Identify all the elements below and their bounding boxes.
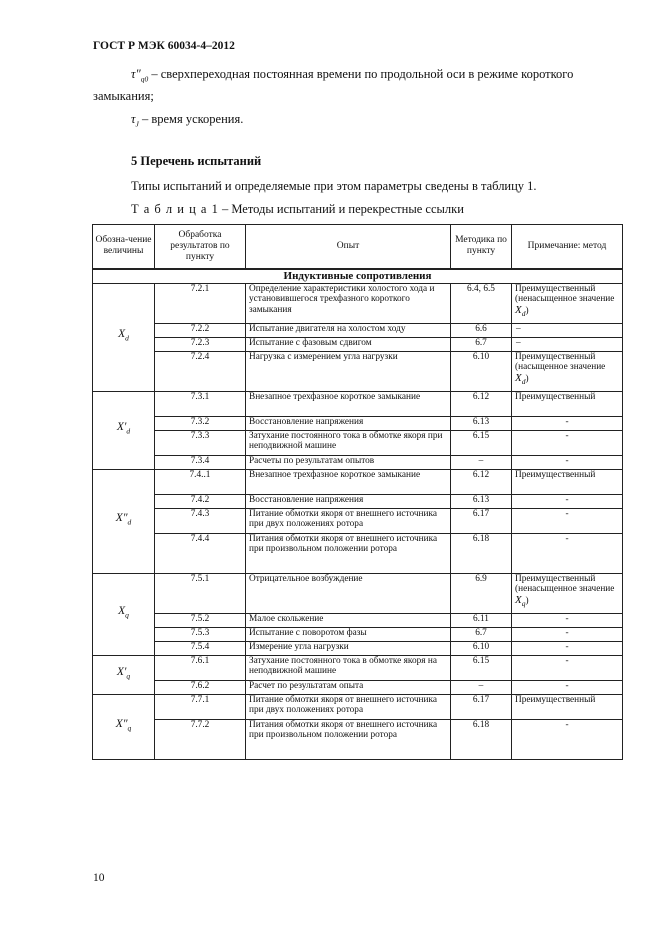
note-cell: – [512, 323, 623, 337]
definition-subscript: q0 [140, 74, 149, 84]
processing-cell: 7.3.3 [155, 430, 246, 455]
test-cell: Малое скольжение [246, 613, 451, 627]
definition-subscript: J [135, 119, 139, 129]
test-cell: Внезапное трехфазное короткое замыкание [246, 469, 451, 494]
processing-cell: 7.5.3 [155, 627, 246, 641]
note-cell: - [512, 508, 623, 533]
symbol-text: X′ [116, 421, 127, 434]
definition-symbol: τ [131, 112, 136, 126]
definition-continuation: замыкания; [93, 89, 154, 103]
method-cell: 6.6 [451, 323, 512, 337]
table-row [93, 694, 623, 719]
processing-cell: 7.2.3 [155, 337, 246, 351]
test-cell: Затухание постоянного тока в обмотке якоря на неподвижной машине [246, 655, 451, 680]
test-cell: Определение характеристики холостого хода и установившегося трехфазного короткого замыкания [246, 283, 451, 323]
symbol-subscript: q [125, 610, 129, 620]
processing-cell: 7.7.1 [155, 694, 246, 719]
method-cell: 6.15 [451, 655, 512, 680]
method-cell: 6.17 [451, 694, 512, 719]
definition-line [131, 111, 243, 133]
test-cell: Питание обмотки якоря от внешнего источника при двух положениях ротора [246, 694, 451, 719]
note-cell: Преимущественный [512, 694, 623, 719]
method-cell: 6.15 [451, 430, 512, 455]
processing-cell: 7.3.2 [155, 416, 246, 430]
symbol-cell [93, 655, 155, 694]
processing-cell: 7.6.1 [155, 655, 246, 680]
definition-text: – время ускорения. [138, 112, 244, 126]
method-cell: 6.12 [451, 469, 512, 494]
symbol-text: X [118, 328, 126, 341]
table-row [93, 283, 623, 323]
processing-cell: 7.2.2 [155, 323, 246, 337]
method-cell: 6.18 [451, 719, 512, 759]
method-cell: 6.9 [451, 573, 512, 613]
note-cell: - [512, 719, 623, 759]
symbol-text: X″ [115, 717, 128, 730]
method-cell: 6.13 [451, 416, 512, 430]
note-cell: - [512, 455, 623, 469]
note-cell: - [512, 641, 623, 655]
column-header-test: Опыт [246, 225, 451, 269]
processing-cell: 7.5.4 [155, 641, 246, 655]
page-number: 10 [93, 872, 105, 884]
processing-cell: 7.4..1 [155, 469, 246, 494]
note-cell: - [512, 655, 623, 680]
test-cell: Расчет по результатам опыта [246, 680, 451, 694]
method-cell: 6.4, 6.5 [451, 283, 512, 323]
table-row [93, 613, 623, 627]
symbol-cell [93, 391, 155, 469]
note-subscript: q [521, 598, 526, 608]
note-subscript: d [521, 376, 526, 386]
table-row [93, 469, 623, 494]
section-row-label: Индуктивные сопротивления [93, 269, 623, 284]
symbol-subscript: q [126, 671, 131, 681]
note-cell: Преимущественный [512, 469, 623, 494]
processing-cell: 7.3.4 [155, 455, 246, 469]
note-symbol: X [515, 372, 522, 385]
method-cell: 6.10 [451, 641, 512, 655]
column-header-method: Методика по пункту [451, 225, 512, 269]
method-cell: – [451, 455, 512, 469]
column-header-symbol: Обозна-чение величины [93, 225, 155, 269]
definition-symbol: τ″ [131, 67, 141, 81]
table-row [93, 533, 623, 573]
processing-cell: 7.5.1 [155, 573, 246, 613]
symbol-subscript: d [126, 426, 131, 436]
method-cell: 6.17 [451, 508, 512, 533]
table-caption [131, 201, 464, 217]
section-heading: 5 Перечень испытаний [131, 154, 262, 168]
table-row [93, 719, 623, 759]
column-header-note: Примечание: метод [512, 225, 623, 269]
processing-cell: 7.5.2 [155, 613, 246, 627]
tests-table [92, 224, 623, 760]
table-row [93, 508, 623, 533]
note-cell: - [512, 680, 623, 694]
test-cell: Восстановление напряжения [246, 494, 451, 508]
symbol-text: X′ [116, 665, 127, 678]
table-row [93, 351, 623, 391]
test-cell: Расчеты по результатам опытов [246, 455, 451, 469]
symbol-cell [93, 469, 155, 573]
table-row [93, 455, 623, 469]
table-row [93, 641, 623, 655]
note-cell [512, 573, 623, 613]
note-cell: Преимущественный [512, 391, 623, 416]
method-cell: 6.7 [451, 627, 512, 641]
test-cell: Нагрузка с измерением угла нагрузки [246, 351, 451, 391]
column-header-processing: Обработка результатов по пункту [155, 225, 246, 269]
note-cell: - [512, 494, 623, 508]
test-cell: Питания обмотки якоря от внешнего источника при произвольном положении ротора [246, 719, 451, 759]
table-row [93, 391, 623, 416]
symbol-subscript: d [127, 517, 132, 527]
note-text: Преимущественный (ненасыщенное значение [515, 283, 615, 305]
processing-cell: 7.6.2 [155, 680, 246, 694]
note-cell: - [512, 627, 623, 641]
note-symbol: X [515, 594, 522, 607]
note-cell [512, 351, 623, 391]
symbol-subscript: d [125, 333, 129, 343]
table-row [93, 627, 623, 641]
method-cell: 6.7 [451, 337, 512, 351]
table-caption-text: – Методы испытаний и перекрестные ссылки [218, 202, 464, 216]
note-cell: – [512, 337, 623, 351]
processing-cell: 7.2.1 [155, 283, 246, 323]
method-cell: 6.10 [451, 351, 512, 391]
note-subscript: d [521, 308, 526, 318]
symbol-cell [93, 694, 155, 759]
processing-cell: 7.7.2 [155, 719, 246, 759]
method-cell: 6.13 [451, 494, 512, 508]
definition-text: – сверхпереходная постоянная времени по продольной оси в режиме короткого [148, 67, 574, 81]
test-cell: Испытание с фазовым сдвигом [246, 337, 451, 351]
symbol-subscript: q [127, 723, 132, 733]
note-close: ) [525, 374, 529, 385]
section-intro: Типы испытаний и определяемые при этом параметры сведены в таблицу 1. [131, 179, 537, 193]
processing-cell: 7.4.4 [155, 533, 246, 573]
symbol-cell [93, 283, 155, 391]
note-cell: - [512, 416, 623, 430]
test-cell: Отрицательное возбуждение [246, 573, 451, 613]
table-row [93, 416, 623, 430]
symbol-text: X [118, 605, 126, 618]
note-cell [512, 283, 623, 323]
method-cell: 6.11 [451, 613, 512, 627]
table-row [93, 430, 623, 455]
note-close: ) [525, 596, 529, 607]
processing-cell: 7.3.1 [155, 391, 246, 416]
method-cell: – [451, 680, 512, 694]
note-text: Преимущественный (насыщенное значение [515, 351, 606, 373]
table-header-row [93, 225, 623, 269]
test-cell: Измерение угла нагрузки [246, 641, 451, 655]
processing-cell: 7.2.4 [155, 351, 246, 391]
test-cell: Затухание постоянного тока в обмотке якоря при неподвижной машине [246, 430, 451, 455]
processing-cell: 7.4.2 [155, 494, 246, 508]
table-row [93, 655, 623, 680]
table-row [93, 323, 623, 337]
test-cell: Питания обмотки якоря от внешнего источника при произвольном положении ротора [246, 533, 451, 573]
test-cell: Восстановление напряжения [246, 416, 451, 430]
symbol-cell [93, 573, 155, 655]
note-cell: - [512, 430, 623, 455]
table-row [93, 494, 623, 508]
table-row [93, 680, 623, 694]
table-row [93, 337, 623, 351]
test-cell: Питание обмотки якоря от внешнего источника при двух положениях ротора [246, 508, 451, 533]
definition-line [131, 66, 573, 88]
note-close: ) [525, 306, 529, 317]
note-cell: - [512, 613, 623, 627]
section-row [93, 269, 623, 284]
note-cell: - [512, 533, 623, 573]
symbol-text: X″ [115, 512, 128, 525]
note-symbol: X [515, 304, 522, 317]
processing-cell: 7.4.3 [155, 508, 246, 533]
method-cell: 6.12 [451, 391, 512, 416]
test-cell: Испытание двигателя на холостом ходу [246, 323, 451, 337]
test-cell: Испытание с поворотом фазы [246, 627, 451, 641]
table-caption-label: Т а б л и ц а 1 [131, 202, 219, 216]
test-cell: Внезапное трехфазное короткое замыкание [246, 391, 451, 416]
table-row [93, 573, 623, 613]
method-cell: 6.18 [451, 533, 512, 573]
document-header: ГОСТ Р МЭК 60034-4–2012 [93, 40, 235, 52]
note-text: Преимущественный (ненасыщенное значение [515, 573, 615, 595]
